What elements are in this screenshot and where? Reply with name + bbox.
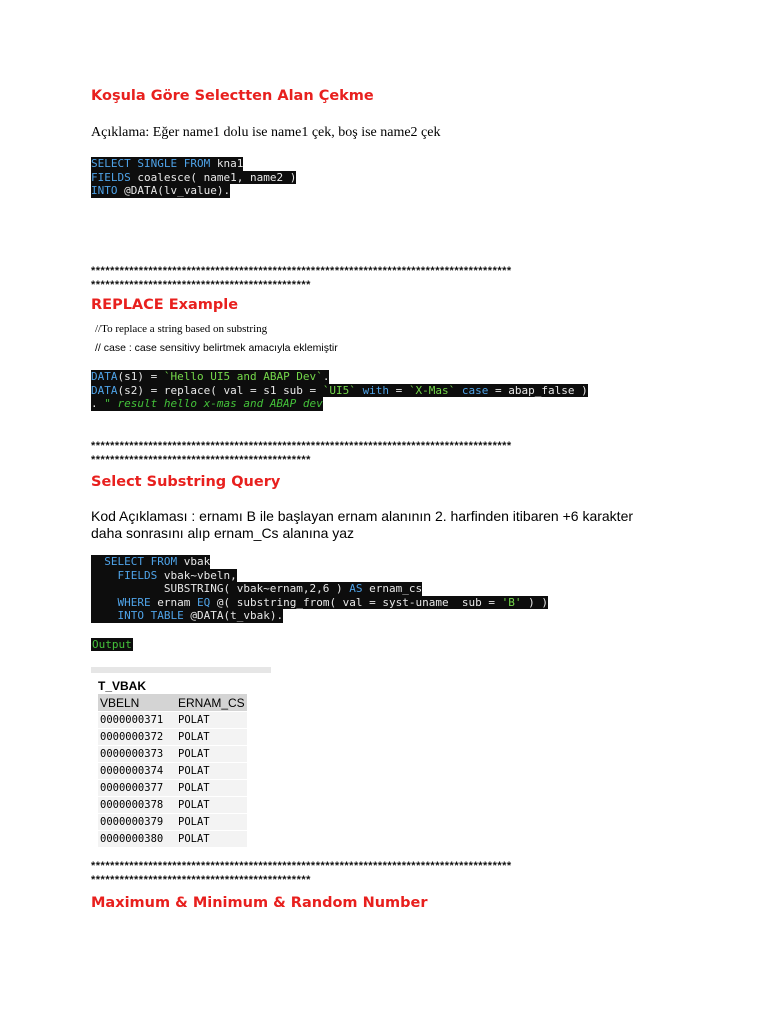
code-token: EQ bbox=[196, 595, 211, 609]
code-token: FIELDS bbox=[117, 568, 158, 582]
code-token bbox=[91, 555, 104, 568]
code-token: with bbox=[362, 383, 390, 397]
code-token: AS bbox=[349, 582, 363, 595]
code-token: (s2) = replace( val = s1 sub = bbox=[117, 383, 323, 397]
separator-line: **************************************************************************************** bbox=[91, 860, 512, 872]
code-line bbox=[91, 609, 283, 623]
code-token: DATA bbox=[91, 383, 118, 397]
cell-ernam-cs: POLAT bbox=[176, 831, 247, 847]
code-token: vbak bbox=[177, 555, 211, 568]
code-token: . bbox=[322, 370, 330, 383]
cell-vbeln: 0000000380 bbox=[98, 831, 176, 847]
table-toolbar-strip bbox=[91, 667, 271, 673]
code-comment-replace-2: // case : case sensitivy belirtmek amacıyla eklemiştir bbox=[95, 342, 338, 354]
section-heading-max-min-random: Maximum & Minimum & Random Number bbox=[91, 895, 428, 911]
cell-vbeln: 0000000377 bbox=[98, 780, 176, 796]
separator-line: ********************************************** bbox=[91, 874, 311, 886]
code-token bbox=[91, 569, 118, 582]
code-token: coalesce( name1, name2 ) bbox=[130, 170, 297, 184]
table-row bbox=[98, 763, 247, 779]
section-description-substring: Kod Açıklaması : ernamı B ile başlayan ernam alanının 2. harfinden itibaren +6 karakter daha sonrasını alıp ernam_Cs alanına yaz bbox=[91, 508, 634, 541]
code-line bbox=[91, 397, 323, 411]
code-token: " result hello x-mas and ABAP dev bbox=[104, 397, 323, 410]
code-token: @DATA(lv_value). bbox=[117, 184, 231, 197]
code-token: @DATA(t_vbak). bbox=[183, 609, 284, 622]
code-line bbox=[91, 370, 329, 384]
separator-2 bbox=[91, 439, 512, 467]
section-heading-conditional-select: Koşula Göre Selectten Alan Çekme bbox=[91, 88, 374, 104]
cell-vbeln: 0000000379 bbox=[98, 814, 176, 830]
output-label: Output bbox=[92, 638, 132, 651]
code-line bbox=[91, 569, 237, 583]
cell-vbeln: 0000000373 bbox=[98, 746, 176, 762]
cell-vbeln: 0000000378 bbox=[98, 797, 176, 813]
table-row bbox=[98, 831, 247, 847]
cell-vbeln: 0000000374 bbox=[98, 763, 176, 779]
column-header-vbeln: VBELN bbox=[98, 694, 176, 711]
section-description-conditional-select: Açıklama: Eğer name1 dolu ise name1 çek, boş ise name2 çek bbox=[91, 125, 441, 140]
table-header-row bbox=[98, 694, 247, 711]
separator-line: ********************************************** bbox=[91, 454, 311, 466]
code-line bbox=[91, 157, 243, 171]
separator-1 bbox=[91, 264, 512, 292]
code-token: SELECT SINGLE FROM bbox=[91, 157, 211, 170]
section-heading-substring: Select Substring Query bbox=[91, 474, 281, 490]
separator-line: **************************************************************************************** bbox=[91, 440, 512, 452]
code-token: case bbox=[461, 383, 489, 397]
code-token: INTO bbox=[91, 184, 118, 197]
code-token: vbak~vbeln, bbox=[157, 568, 237, 582]
code-line bbox=[91, 582, 422, 596]
code-token: FIELDS bbox=[91, 170, 131, 184]
table-row bbox=[98, 780, 247, 796]
code-comment-replace-1: //To replace a string based on substring bbox=[95, 323, 268, 335]
code-token: . bbox=[91, 397, 105, 410]
code-line bbox=[91, 555, 210, 569]
cell-ernam-cs: POLAT bbox=[176, 712, 247, 728]
section-heading-replace: REPLACE Example bbox=[91, 297, 239, 313]
code-block-replace bbox=[91, 370, 588, 411]
table-row bbox=[98, 814, 247, 830]
cell-ernam-cs: POLAT bbox=[176, 746, 247, 762]
code-token: SELECT FROM bbox=[104, 555, 178, 568]
code-token: `X-Mas` bbox=[408, 383, 456, 397]
code-token: ) ) bbox=[521, 595, 549, 609]
cell-vbeln: 0000000371 bbox=[98, 712, 176, 728]
table-title: T_VBAK bbox=[98, 679, 147, 693]
code-token: `Hello UI5 and ABAP Dev` bbox=[163, 370, 323, 383]
code-token: 'B' bbox=[501, 595, 522, 609]
code-token: = bbox=[389, 383, 409, 397]
code-line bbox=[91, 184, 230, 198]
code-token: ernam_cs bbox=[362, 582, 423, 595]
cell-ernam-cs: POLAT bbox=[176, 763, 247, 779]
table-row bbox=[98, 746, 247, 762]
cell-ernam-cs: POLAT bbox=[176, 729, 247, 745]
column-header-ernam-cs: ERNAM_CS bbox=[178, 695, 245, 710]
table-row bbox=[98, 729, 247, 745]
code-token: = abap_false ) bbox=[488, 383, 588, 397]
cell-vbeln: 0000000372 bbox=[98, 729, 176, 745]
separator-line: **************************************************************************************** bbox=[91, 265, 512, 277]
code-line bbox=[91, 384, 588, 398]
code-token: DATA bbox=[91, 370, 118, 383]
code-token: SUBSTRING( vbak~ernam,2,6 ) bbox=[91, 582, 350, 595]
cell-ernam-cs: POLAT bbox=[176, 797, 247, 813]
code-token: @( substring_from( val = syst-uname sub = bbox=[210, 595, 502, 609]
table-row bbox=[98, 797, 247, 813]
separator-line: ********************************************** bbox=[91, 279, 311, 291]
code-token: ernam bbox=[150, 595, 197, 609]
code-token: INTO TABLE bbox=[117, 609, 184, 622]
result-table bbox=[98, 693, 247, 848]
separator-3 bbox=[91, 859, 512, 887]
code-token: WHERE bbox=[117, 595, 151, 609]
table-row bbox=[98, 712, 247, 728]
code-token bbox=[91, 596, 118, 609]
code-token: (s1) = bbox=[117, 370, 164, 383]
code-token bbox=[356, 384, 363, 397]
code-block-substring bbox=[91, 555, 548, 623]
cell-ernam-cs: POLAT bbox=[176, 780, 247, 796]
cell-ernam-cs: POLAT bbox=[176, 814, 247, 830]
code-token: kna1 bbox=[210, 157, 244, 170]
code-line bbox=[91, 171, 296, 185]
code-block-conditional-select bbox=[91, 157, 296, 198]
code-token bbox=[455, 384, 462, 397]
code-token bbox=[91, 609, 118, 622]
code-token: `UI5` bbox=[322, 383, 356, 397]
code-line bbox=[91, 596, 548, 610]
